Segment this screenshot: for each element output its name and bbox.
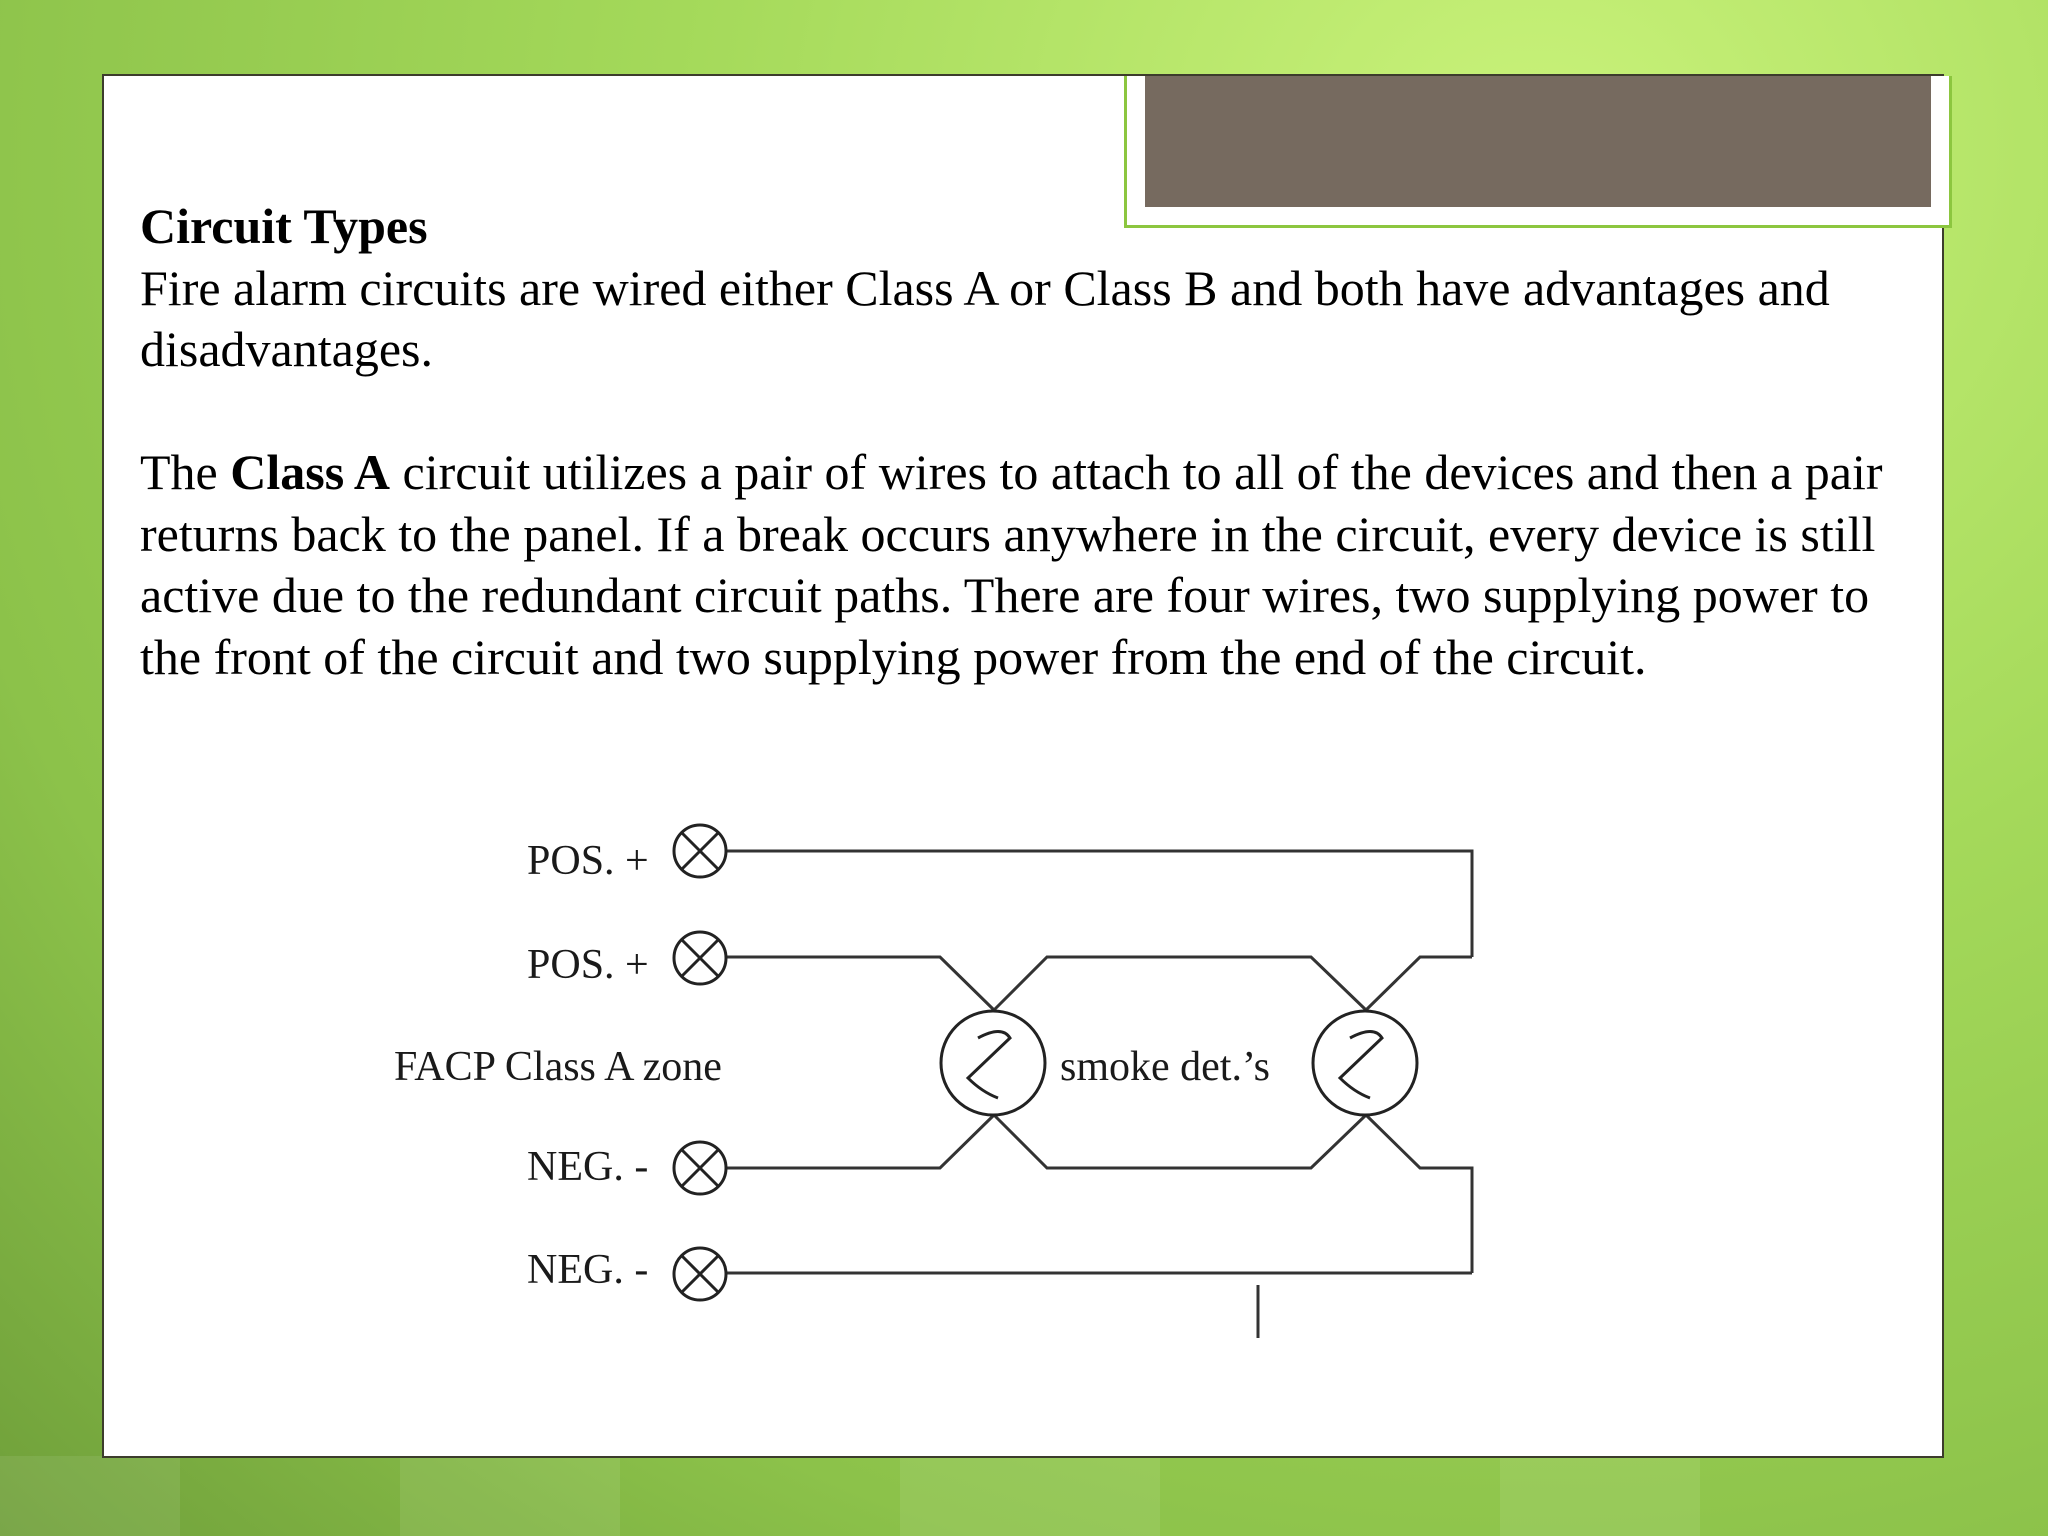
class-a-paragraph-prefix: The: [140, 444, 231, 500]
zone-label: FACP Class A zone: [394, 1044, 722, 1090]
smoke-detector-label: smoke det.’s: [1060, 1044, 1270, 1090]
intro-paragraph: Fire alarm circuits are wired either Class A or Class B and both have advantages and disadvantages.: [140, 259, 1830, 377]
background-stripe: [1500, 1456, 1700, 1536]
slide-heading: Circuit Types: [140, 198, 428, 254]
terminal-label-pos-1: POS. +: [527, 838, 649, 884]
terminal-label-neg-1: NEG. -: [527, 1144, 649, 1190]
background-stripe: [400, 1456, 620, 1536]
paragraph-spacer: [140, 381, 1910, 443]
class-a-paragraph: [140, 442, 1910, 688]
background-stripe: [900, 1456, 1160, 1536]
class-a-paragraph-body: circuit utilizes a pair of wires to attach to all of the devices and then a pair returns back to the panel. If a break occurs anywhere in the circuit, every device is still active due to the redundant circuit paths. There are four wires, two supplying power to the front of the circuit and two supplying power from the end of the circuit.: [140, 444, 1883, 685]
terminal-label-neg-2: NEG. -: [527, 1247, 649, 1293]
slide-text-body: [140, 196, 1910, 688]
background-stripe: [0, 1456, 180, 1536]
title-placeholder-fill: [1145, 76, 1931, 207]
terminal-label-pos-2: POS. +: [527, 942, 649, 988]
class-a-term: Class A: [230, 444, 390, 500]
